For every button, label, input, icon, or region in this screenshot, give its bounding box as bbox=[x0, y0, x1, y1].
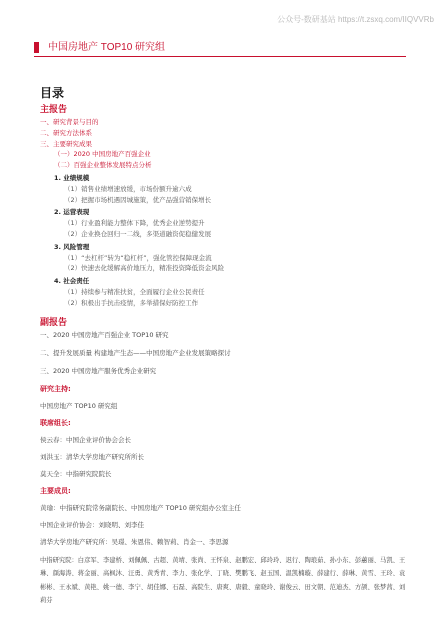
toc-group-title: 3. 风险管理 bbox=[54, 242, 90, 251]
toc-group-title: 1. 业绩规模 bbox=[54, 173, 90, 182]
toc-link[interactable]: 一、研究背景与目的 bbox=[40, 118, 99, 126]
toc-item: （1）行业盈利能力整体下降，优秀企业逆势提升 bbox=[64, 219, 205, 228]
toc-item: （1）“去杠杆”转为“稳杠杆”，强化管控保障现金流 bbox=[64, 253, 212, 262]
toc-link[interactable]: 三、主要研究成果 bbox=[40, 139, 92, 148]
toc-item: （2）积极出手抗击疫情，多举措保好防控工作 bbox=[64, 298, 199, 307]
toc-item: （2）快速去化缓解高价地压力，精准投资降低资金风险 bbox=[64, 264, 225, 273]
member-entry: 中国企业评价协会：刘晓明、刘李佳 bbox=[40, 520, 144, 529]
toc-link[interactable]: （二）百强企业整体发展特点分析 bbox=[54, 161, 152, 170]
contacts-heading: 联席组长: bbox=[40, 418, 71, 427]
source-watermark: 公众号-数研基站 https://t.zsxq.com/IIQVVRb bbox=[277, 15, 434, 24]
toc-group-title: 2. 运营表现 bbox=[54, 208, 90, 217]
toc-link[interactable]: 二、研究方法体系 bbox=[40, 128, 92, 137]
contact-entry: 刘洪玉：清华大学房地产研究所所长 bbox=[40, 452, 144, 461]
zhongzhi-names: 白彦军、李建桥、刘佩佩、古超、黄靖、张尚、王怀泉、赵鹏宏、邱玲玲、迟行、陶琅茹、孙小东、彭蕙丽、马凯、王琳、颜海涛、蒋金丽、高枫沐、汪勇、黄秀青、李力、张化学、丁晓、樊鹏飞、赵玉国、温凯楠璇、薛建行、薛琳、黄雪、王玲、袁彬彬、王永斌、黄艳、姚一德、李宁、胡佳娜、石磊、高院生、唐爽、唐毅、童晓玲、谢俊云、田文朝、范迪杰、方颉、张梦茜、刘莉芬 bbox=[40, 556, 406, 605]
toc-item: （1）销售业绩增速放缓，市场份额升逾六成 bbox=[64, 184, 192, 193]
zhongzhi-label: 中指研究院： bbox=[40, 556, 78, 564]
contact-entry: 莫天全：中指研究院院长 bbox=[40, 469, 112, 478]
header-accent-bar bbox=[34, 42, 39, 53]
document-body bbox=[40, 86, 406, 608]
toc-link[interactable]: （一）2020 中国房地产百强企业 bbox=[54, 150, 151, 159]
page-header bbox=[34, 40, 406, 56]
toc-link[interactable]: 二、提升发展质量 构建地产生态——中国房地产企业发展策略探讨 bbox=[40, 348, 231, 357]
toc-title: 目录 bbox=[40, 86, 65, 100]
header-title: 中国房地产 TOP10 研究组 bbox=[48, 42, 166, 53]
zhongzhi-member-list bbox=[40, 554, 406, 608]
toc-item: （2）把握市场机遇因城施策，优产品强营销保增长 bbox=[64, 195, 212, 204]
toc-link[interactable]: 三、2020 中国房地产服务优秀企业研究 bbox=[40, 366, 157, 375]
header-divider bbox=[34, 56, 406, 57]
toc-group-title: 4. 社会责任 bbox=[54, 277, 90, 286]
toc-item: （2）企业换仓回归一二线，多渠道融资促稳健发展 bbox=[64, 229, 212, 238]
toc-item: （1）持续参与精准扶贫，全面履行企业公民责任 bbox=[64, 287, 205, 296]
main-report-title: 主报告 bbox=[40, 105, 68, 115]
sub-report-title: 副报告 bbox=[40, 317, 68, 328]
member-entry: 清华大学房地产研究所：吴璟、朱恩伟、赖智莉、肖金一、李思源 bbox=[40, 537, 229, 546]
sponsor-heading: 研究主持: bbox=[40, 384, 71, 393]
toc-link[interactable]: 一、2020 中国房地产百强企业 TOP10 研究 bbox=[40, 330, 169, 339]
members-heading: 主要成员: bbox=[40, 486, 71, 495]
member-entry: 黄瑜：中指研究院常务副院长、中国房地产 TOP10 研究组办公室主任 bbox=[40, 503, 241, 512]
contact-entry: 侯云春：中国企业评价协会会长 bbox=[40, 435, 131, 444]
sponsor-value: 中国房地产 TOP10 研究组 bbox=[40, 401, 118, 410]
